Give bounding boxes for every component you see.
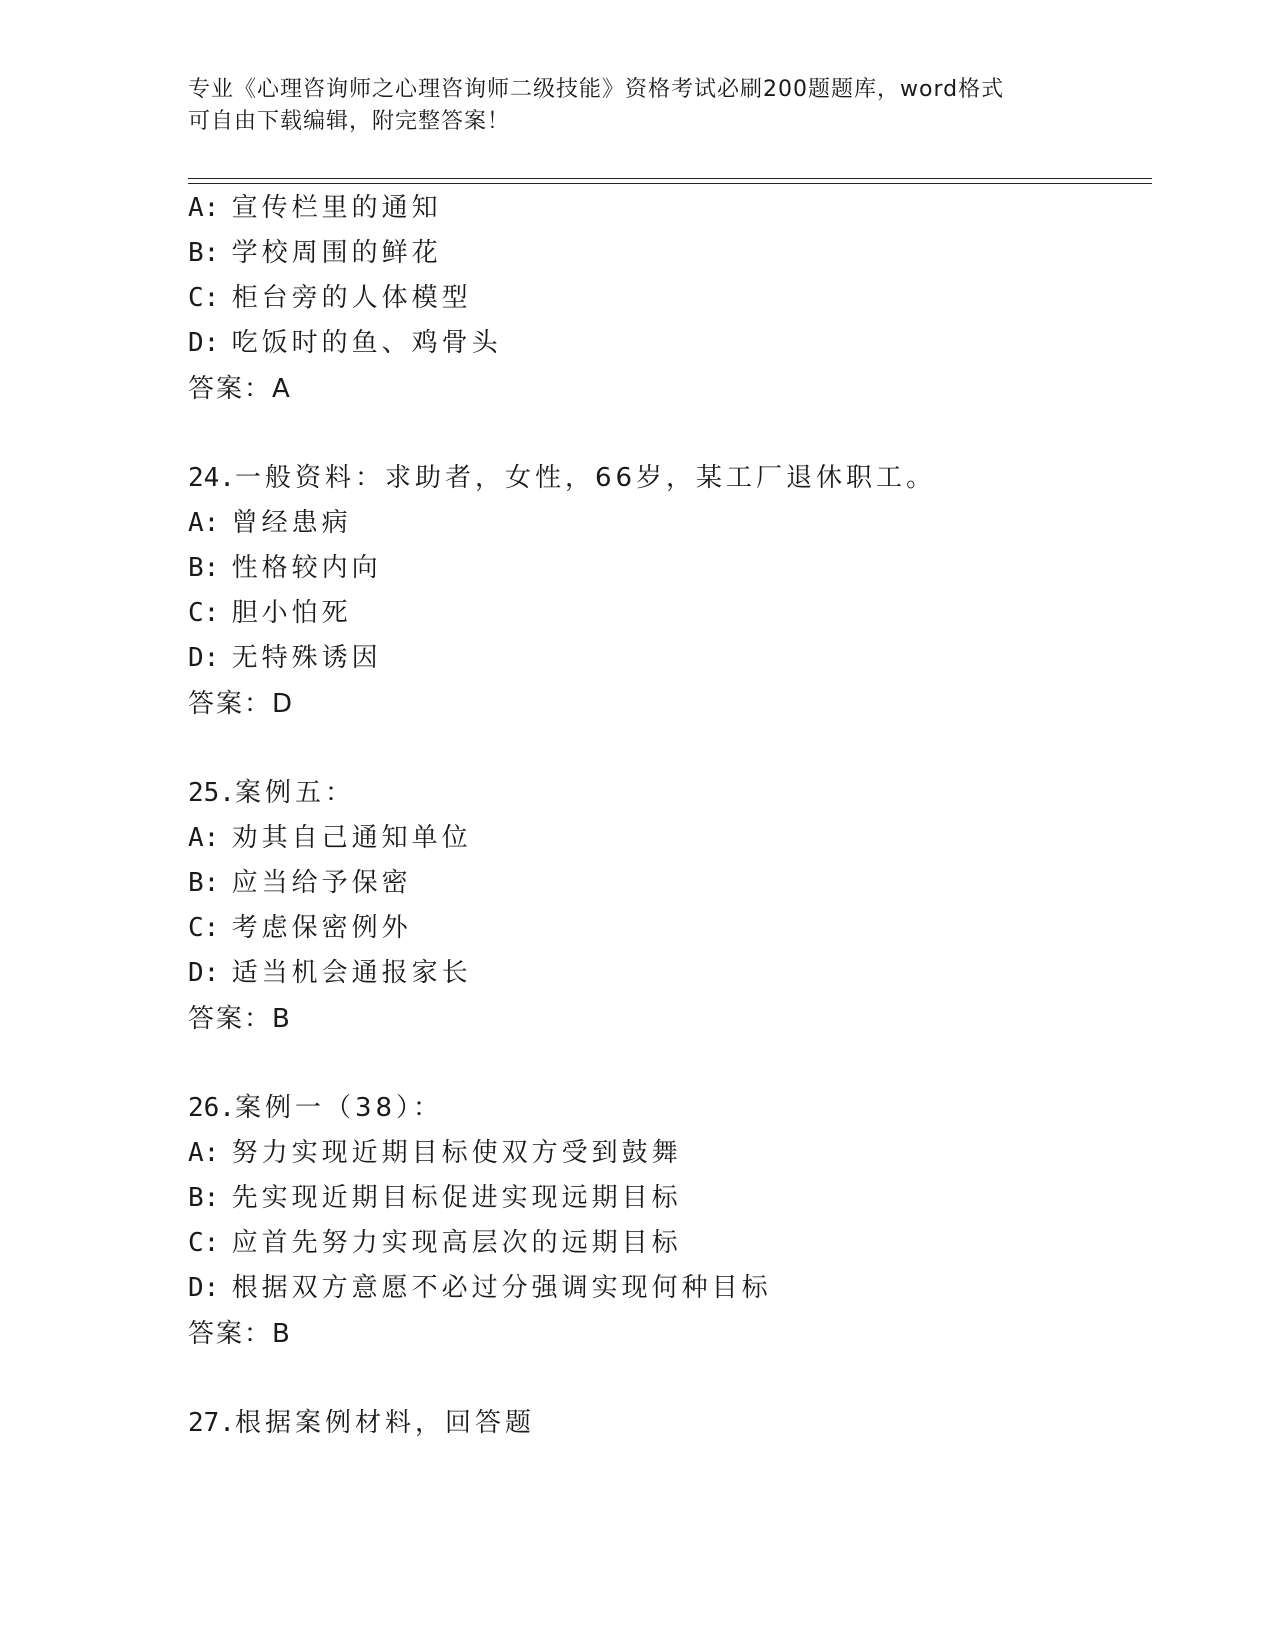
q26-option-d: D: 根据双方意愿不必过分强调实现何种目标 [188, 1273, 772, 1303]
q24-option-d: D: 无特殊诱因 [188, 643, 382, 673]
header-line-1: 专业《心理咨询师之心理咨询师二级技能》资格考试必刷200题题库，word格式 [188, 77, 1005, 102]
q26-option-c: C: 应首先努力实现高层次的远期目标 [188, 1228, 682, 1258]
q27-stem: 27.根据案例材料，回答题 [188, 1408, 535, 1438]
document-header [188, 74, 1088, 138]
q23-option-a: A: 宣传栏里的通知 [188, 193, 442, 223]
q25-option-c: C: 考虑保密例外 [188, 913, 412, 943]
q24-option-a: A: 曾经患病 [188, 508, 352, 538]
q26-option-b: B: 先实现近期目标促进实现远期目标 [188, 1183, 682, 1213]
header-divider-top [188, 178, 1152, 179]
q25-answer: 答案：B [188, 1004, 290, 1034]
q24-option-c: C: 胆小怕死 [188, 598, 352, 628]
q26-stem: 26.案例一（38）： [188, 1093, 444, 1123]
q25-option-b: B: 应当给予保密 [188, 868, 412, 898]
q25-stem: 25.案例五： [188, 778, 355, 808]
q23-option-b: B: 学校周围的鲜花 [188, 238, 442, 268]
q23-option-d: D: 吃饭时的鱼、鸡骨头 [188, 328, 502, 358]
q26-option-a: A: 努力实现近期目标使双方受到鼓舞 [188, 1138, 682, 1168]
q24-answer: 答案：D [188, 689, 293, 719]
q23-answer: 答案：A [188, 374, 290, 404]
q24-stem: 24.一般资料：求助者，女性，66岁，某工厂退休职工。 [188, 463, 937, 493]
header-line-2: 可自由下载编辑，附完整答案！ [188, 109, 511, 134]
q24-option-b: B: 性格较内向 [188, 553, 382, 583]
header-divider-bottom [188, 183, 1152, 184]
q25-option-d: D: 适当机会通报家长 [188, 958, 472, 988]
q25-option-a: A: 劝其自己通知单位 [188, 823, 472, 853]
q23-option-c: C: 柜台旁的人体模型 [188, 283, 472, 313]
q26-answer: 答案：B [188, 1319, 290, 1349]
